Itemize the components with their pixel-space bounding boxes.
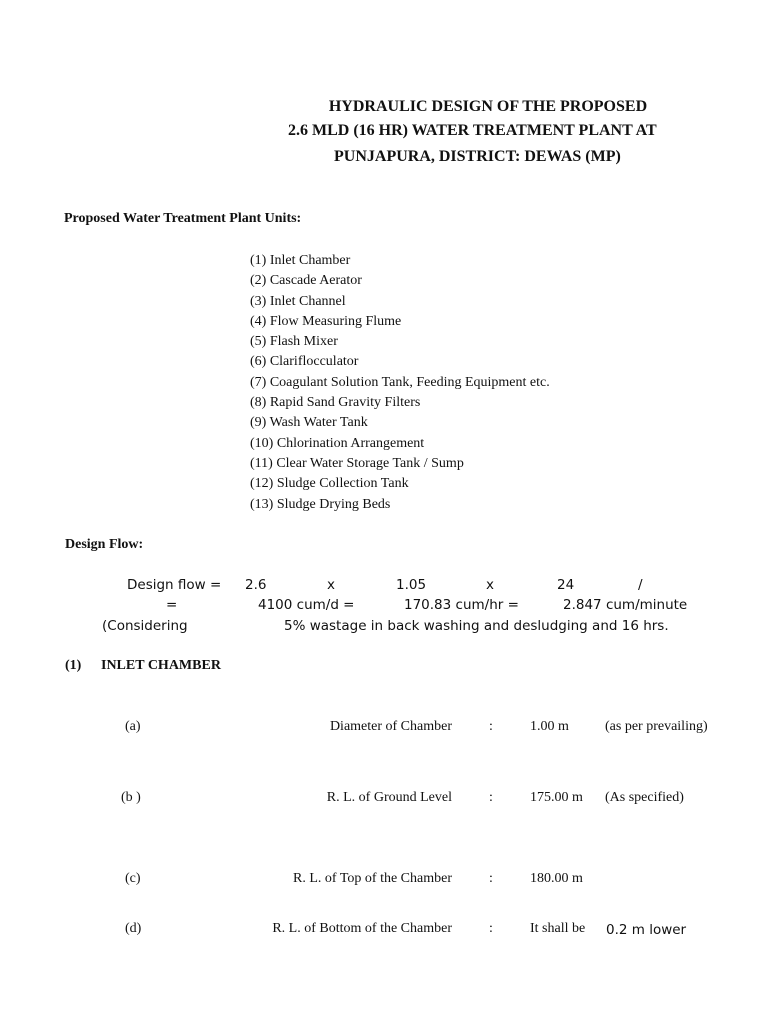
units-heading: Proposed Water Treatment Plant Units: [64,211,302,226]
section-number: (1) [65,658,82,673]
list-item: (13) Sludge Drying Beds [250,496,391,512]
equals-sign: = [166,597,178,613]
divide-sign: / [638,577,643,593]
units-list [250,251,550,515]
row-label: Diameter of Chamber [329,719,452,734]
list-item: (2) Cascade Aerator [250,273,362,289]
row-separator: : [489,719,493,734]
flow-cumd: 4100 cum/d = [258,597,355,613]
flow-cummin: 2.847 cum/minute [563,597,688,613]
hours-value: 24 [557,577,575,593]
considering-label: (Considering [102,618,188,634]
row-note: (As specified) [605,790,684,805]
list-item: (11) Clear Water Storage Tank / Sump [250,455,464,471]
row-value: It shall be [530,921,586,936]
list-item: (7) Coagulant Solution Tank, Feeding Equipment etc. [250,374,550,390]
multiply-sign-2: x [486,577,494,593]
row-value: 1.00 m [530,719,569,734]
multiply-sign-1: x [327,577,335,593]
row-value: 180.00 m [530,871,583,886]
list-item: (5) Flash Mixer [250,334,338,350]
title-line-1: HYDRAULIC DESIGN OF THE PROPOSED [328,98,648,115]
list-item: (10) Chlorination Arrangement [250,435,425,451]
list-item: (3) Inlet Channel [250,293,346,309]
list-item: (4) Flow Measuring Flume [250,313,402,329]
row-note: (as per prevailing) [605,719,708,734]
row-separator: : [489,790,493,805]
title-line-3: PUNJAPURA, DISTRICT: DEWAS (MP) [334,148,621,165]
considering-note: 5% wastage in back washing and desludging and 16 hrs. [284,618,669,634]
row-label: R. L. of Bottom of the Chamber [272,921,452,936]
flow-cumhr: 170.83 cum/hr = [404,597,519,613]
row-label: R. L. of Ground Level [326,790,452,805]
section-title: INLET CHAMBER [101,658,221,673]
design-flow-label: Design flow = [127,577,222,593]
flow-mld-value: 2.6 [245,577,267,593]
row-value: 175.00 m [530,790,583,805]
row-id: (b ) [121,790,141,805]
list-item: (8) Rapid Sand Gravity Filters [250,395,421,411]
row-id: (a) [125,719,141,734]
title-line-2: 2.6 MLD (16 HR) WATER TREATMENT PLANT AT [288,122,657,139]
wastage-factor-value: 1.05 [396,577,427,593]
list-item: (1) Inlet Chamber [250,253,351,268]
list-item: (9) Wash Water Tank [250,415,368,431]
row-separator: : [489,921,493,936]
row-id: (c) [125,871,141,886]
row-label: R. L. of Top of the Chamber [293,871,452,886]
list-item: (6) Clariflocculator [250,354,359,370]
row-separator: : [489,871,493,886]
list-item: (12) Sludge Collection Tank [250,476,409,492]
row-id: (d) [125,921,142,936]
design-flow-heading: Design Flow: [65,537,144,552]
row-note: 0.2 m lower [606,922,687,938]
